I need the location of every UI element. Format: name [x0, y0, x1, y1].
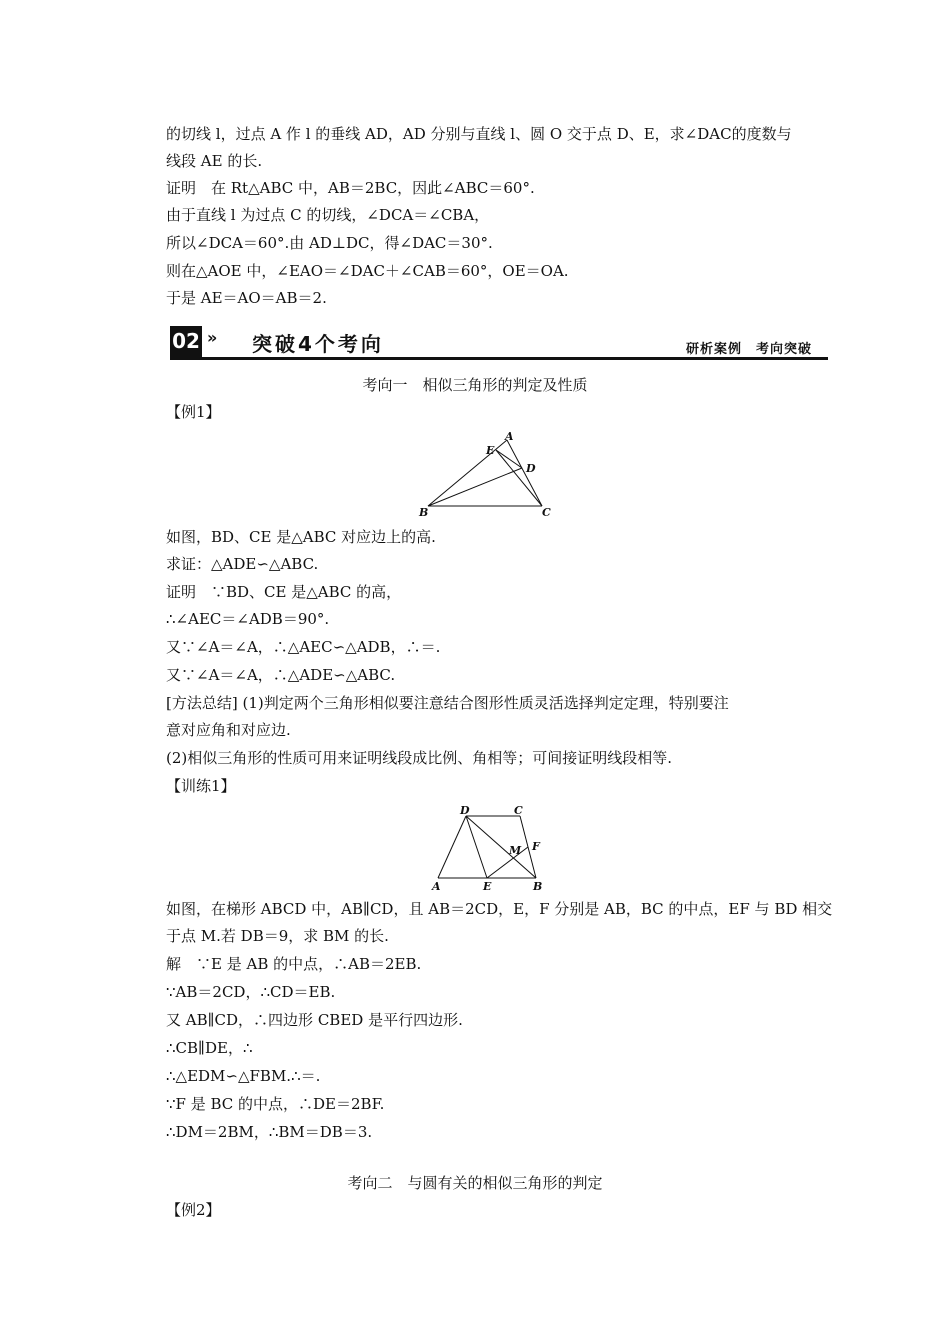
text-line: 意对应角和对应边.: [166, 721, 291, 739]
banner-title: 突破4个考向: [252, 332, 384, 356]
text-line: 于是 AE＝AO＝AB＝2.: [166, 289, 327, 307]
text-line: 证明 在 Rt△ABC 中，AB＝2BC，因此∠ABC＝60°.: [166, 179, 535, 197]
text-line: ∴DM＝2BM，∴BM＝DB＝3.: [166, 1123, 373, 1141]
label-d: D: [460, 804, 470, 817]
label-e: E: [483, 880, 492, 893]
text-line: 如图，BD、CE 是△ABC 对应边上的高.: [166, 528, 436, 546]
section-banner: [170, 324, 828, 360]
text-line: 解 ∵E 是 AB 的中点，∴AB＝2EB.: [166, 955, 422, 973]
text-line: ∵AB＝2CD，∴CD＝EB.: [166, 983, 336, 1001]
edge-ad: [438, 816, 466, 878]
text-line: 由于直线 l 为过点 C 的切线，∠DCA＝∠CBA，: [166, 206, 490, 224]
edge-ac: [507, 440, 542, 506]
banner-rule: [170, 357, 828, 360]
triangle-figure: [418, 428, 558, 522]
text-line: (2)相似三角形的性质可用来证明线段成比例、角相等；可间接证明线段相等.: [166, 749, 673, 767]
altitude-bd: [428, 468, 522, 506]
text-line: 所以∠DCA＝60°.由 AD⊥DC，得∠DAC＝30°.: [166, 234, 493, 252]
text-line: ∴△EDM∽△FBM.∴＝.: [166, 1067, 321, 1085]
text-line: 则在△AOE 中，∠EAO＝∠DAC＋∠CAB＝60°，OE＝OA.: [166, 262, 569, 280]
text-line: 于点 M.若 DB＝9，求 BM 的长.: [166, 927, 389, 945]
text-line: 线段 AE 的长.: [166, 152, 263, 170]
edge-ba: [428, 440, 507, 506]
text-line: 求证：△ADE∽△ABC.: [166, 555, 319, 573]
altitude-ce: [496, 450, 542, 506]
text-line: 如图，在梯形 ABCD 中，AB∥CD，且 AB＝2CD，E，F 分别是 AB，BC 的中点，EF 与 BD 相交: [166, 900, 833, 918]
section-heading: 考向一 相似三角形的判定及性质: [362, 376, 588, 394]
label-f: F: [532, 840, 540, 853]
text-line: 的切线 l，过点 A 作 l 的垂线 AD，AD 分别与直线 l、圆 O 交于点 D、E，求∠DAC的度数与: [166, 125, 792, 143]
label-m: M: [509, 844, 522, 857]
trapezoid-figure: [428, 802, 553, 894]
banner-subtitle: 研析案例 考向突破: [685, 342, 812, 357]
label-d: D: [526, 462, 536, 475]
example-label: 【例1】: [166, 403, 221, 421]
text-line: 又∵∠A＝∠A，∴△ADE∽△ABC.: [166, 666, 396, 684]
text-line: 又∵∠A＝∠A，∴△AEC∽△ADB，∴＝.: [166, 638, 441, 656]
text-line: 证明 ∵BD、CE 是△ABC 的高，: [166, 583, 402, 601]
label-b: B: [533, 880, 543, 893]
text-line: 又 AB∥CD，∴四边形 CBED 是平行四边形.: [166, 1011, 463, 1029]
text-line: [方法总结] (1)判定两个三角形相似要注意结合图形性质灵活选择判定定理，特别要注: [166, 694, 729, 712]
example-label: 【例2】: [166, 1201, 221, 1219]
label-e: E: [486, 444, 495, 457]
segment-ef: [487, 847, 528, 878]
double-arrow-icon: »: [207, 328, 218, 347]
label-c: C: [542, 506, 551, 519]
label-a: A: [432, 880, 441, 893]
label-b: B: [419, 506, 429, 519]
training-label: 【训练1】: [166, 777, 236, 795]
text-line: ∵F 是 BC 的中点，∴DE＝2BF.: [166, 1095, 385, 1113]
text-line: ∴CB∥DE，∴: [166, 1039, 253, 1057]
label-c: C: [514, 804, 523, 817]
label-a: A: [505, 430, 514, 443]
text-line: ∴∠AEC＝∠ADB＝90°.: [166, 610, 330, 628]
section-heading: 考向二 与圆有关的相似三角形的判定: [347, 1174, 603, 1192]
banner-number: 02: [170, 326, 202, 357]
